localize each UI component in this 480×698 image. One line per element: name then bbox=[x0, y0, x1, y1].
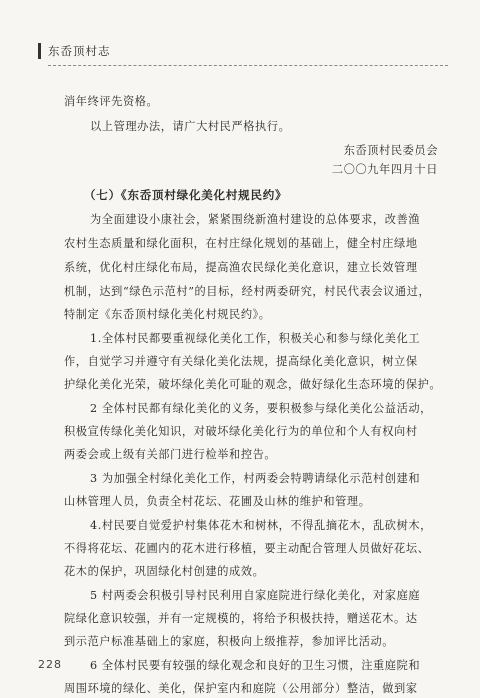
signature-date: 二〇〇九年四月十日 bbox=[331, 163, 438, 176]
text-line: 4.村民要自觉爱护村集体花木和树林，不得乱摘花木，乱砍树木， bbox=[90, 519, 432, 532]
text-line: 积极宣传绿化美化知识，对破坏绿化美化行为的单位和个人有权向村 bbox=[64, 425, 418, 438]
text-line: 两委会或上级有关部门进行检举和控告。 bbox=[64, 448, 277, 461]
section-heading: （七）《东岙顶村绿化美化村规民约》 bbox=[84, 188, 288, 202]
text-line: 到示范户标准基础上的家庭，积极向上级推荐，参加评比活动。 bbox=[64, 635, 395, 648]
text-line: 作，自觉学习并遵守有关绿化美化法规，提高绿化美化意识，树立保 bbox=[64, 355, 418, 368]
text-line: 山林管理人员，负责全村花坛、花圃及山林的维护和管理。 bbox=[64, 495, 371, 508]
header-marker-bar bbox=[38, 43, 41, 59]
text-line: 为全面建设小康社会，紧紧围绕新渔村建设的总体要求，改善渔 bbox=[90, 213, 421, 226]
text-line: 护绿化美化光荣，破坏绿化美化可耻的观念，做好绿化生态环境的保护。 bbox=[64, 378, 442, 391]
header-title: 东岙顶村志 bbox=[48, 44, 111, 58]
signature-organization: 东岙顶村民委员会 bbox=[343, 144, 438, 157]
text-line: 1.全体村民都要重视绿化美化工作，积极关心和参与绿化美化工 bbox=[90, 332, 421, 345]
text-line: 花木的保护，巩固绿化村创建的成效。 bbox=[64, 565, 265, 578]
running-header bbox=[38, 42, 448, 62]
header-dashed-rule bbox=[48, 65, 448, 66]
text-line: 周围环境的绿化、美化，保护室内和庭院（公用部分）整洁，做到家 bbox=[64, 682, 418, 695]
text-line: 院绿化意识较强，并有一定规模的，将给予积极扶持，赠送花木。达 bbox=[64, 612, 418, 625]
text-line: 系统，优化村庄绿化布局，提高渔农民绿化美化意识，建立长效管理 bbox=[64, 261, 418, 274]
text-line: 2 全体村民都有绿化美化的义务，要积极参与绿化美化公益活动， bbox=[90, 402, 432, 415]
text-line: 3 为加强全村绿化美化工作，村两委会特聘请绿化示范村创建和 bbox=[90, 472, 421, 485]
text-line: 消年终评先资格。 bbox=[64, 95, 159, 108]
text-line: 特制定《东岙顶村绿化美化村规民约》。 bbox=[64, 308, 271, 321]
text-line: 5 村两委会积极引导村民利用自家庭院进行绿化美化，对家庭庭 bbox=[90, 589, 421, 602]
text-line: 6 全体村民要有较强的绿化观念和良好的卫生习惯，注重庭院和 bbox=[90, 659, 421, 672]
text-line: 农村生态质量和绿化面积，在村庄绿化规划的基础上，健全村庄绿地 bbox=[64, 237, 418, 250]
text-line: 以上管理办法，请广大村民严格执行。 bbox=[90, 120, 291, 133]
text-line: 不得将花坛、花圃内的花木进行移植，要主动配合管理人员做好花坛、 bbox=[64, 542, 430, 555]
page-number: 228 bbox=[38, 658, 62, 671]
text-line: 机制，达到“绿色示范村”的目标，经村两委研究，村民代表会议通过， bbox=[64, 285, 431, 298]
